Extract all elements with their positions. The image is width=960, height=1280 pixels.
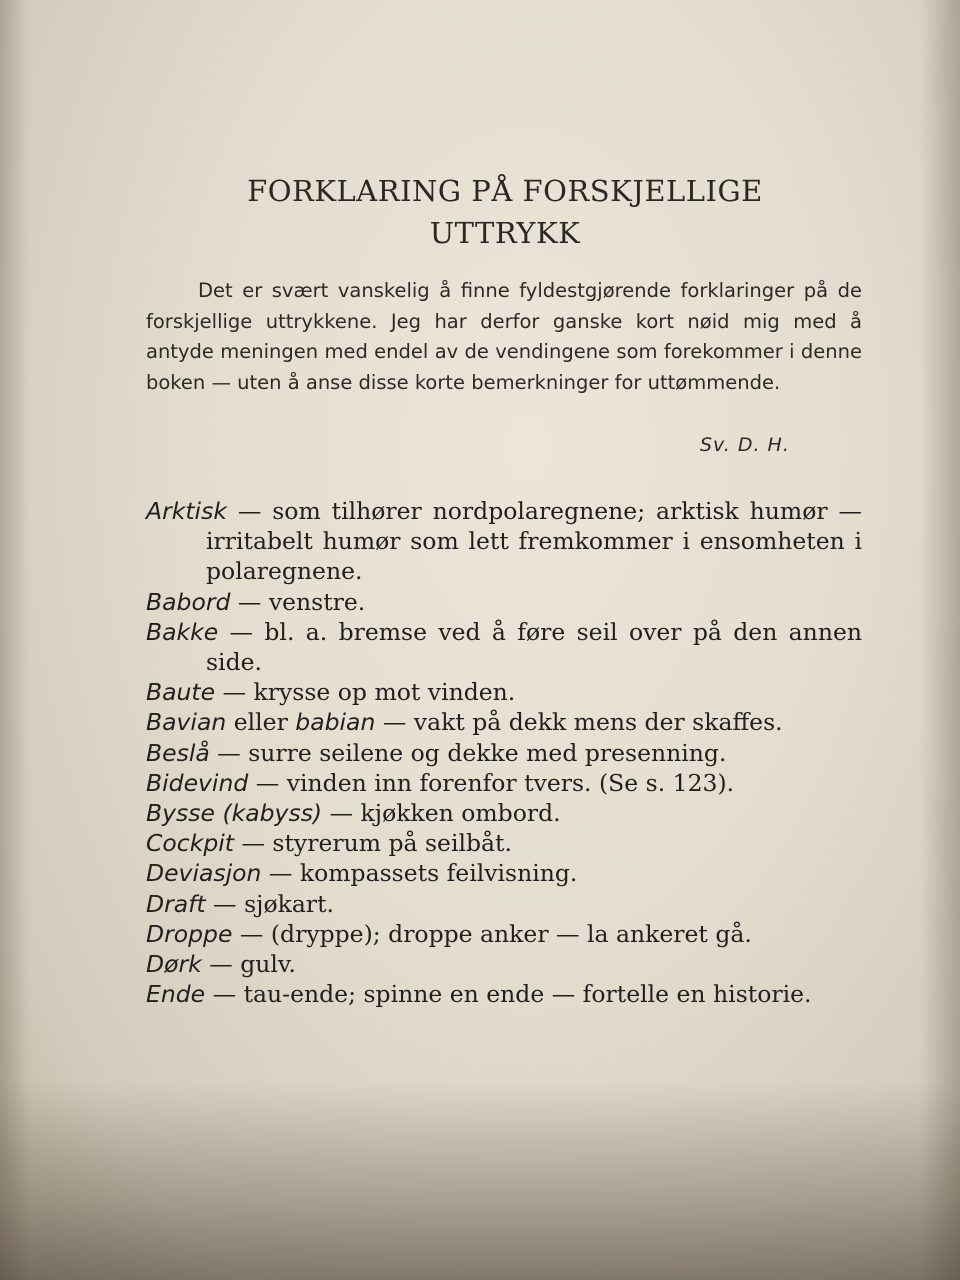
glossary-definition: — tau-ende; spinne en ende — fortelle en historie. xyxy=(205,980,812,1009)
glossary-term: Draft xyxy=(146,889,206,918)
glossary-term: Bysse (kabyss) xyxy=(146,799,323,828)
glossary-definition: — (dryppe); droppe anker — la ankeret gå. xyxy=(232,919,752,948)
glossary-entry xyxy=(146,919,862,949)
glossary-definition: — sjøkart. xyxy=(205,889,334,918)
glossary-entry xyxy=(146,587,862,617)
glossary-term: Bavian xyxy=(146,708,227,737)
glossary-definition: — som tilhører nordpolaregnene; arktisk humør — irritabelt humør som lett fremkommer i ensomheten i polaregnene. xyxy=(206,497,862,586)
glossary-definition: — bl. a. bremse ved å føre seil over på den annen side. xyxy=(206,617,862,677)
glossary-entry xyxy=(146,858,862,888)
glossary-entry xyxy=(146,768,862,798)
glossary-entry xyxy=(146,889,862,919)
glossary-term: Beslå xyxy=(146,738,210,767)
glossary-term: Dørk xyxy=(146,950,202,979)
glossary-definition: — gulv. xyxy=(201,950,296,979)
glossary-definition: — vakt på dekk mens der skaffes. xyxy=(375,708,783,737)
glossary-term: Droppe xyxy=(146,919,233,948)
glossary-entry xyxy=(146,949,862,979)
glossary-definition: — styrerum på seilbåt. xyxy=(233,829,512,858)
glossary-entry xyxy=(146,496,862,587)
glossary-definition: — kompassets feilvisning. xyxy=(261,859,578,888)
glossary-term: Babord xyxy=(146,587,231,616)
glossary-term: Baute xyxy=(146,678,216,707)
glossary-entry xyxy=(146,828,862,858)
glossary-entry xyxy=(146,707,862,737)
glossary-entry xyxy=(146,738,862,768)
glossary-entry xyxy=(146,617,862,677)
page-shadow-bottom xyxy=(0,1080,960,1280)
glossary-list xyxy=(146,496,862,1009)
glossary-definition: — venstre. xyxy=(230,587,366,616)
glossary-definition: — surre seilene og dekke med presenning. xyxy=(209,738,727,767)
glossary-term: Cockpit xyxy=(146,829,234,858)
glossary-term: Arktisk xyxy=(146,497,227,525)
page-title-line-2: UTTRYKK xyxy=(429,216,581,250)
glossary-connector: eller xyxy=(226,708,296,737)
glossary-definition: — krysse op mot vinden. xyxy=(215,678,516,707)
glossary-entry xyxy=(146,979,862,1009)
author-signature: Sv. D. H. xyxy=(700,434,790,456)
glossary-term: Ende xyxy=(146,980,206,1009)
glossary-entry xyxy=(146,677,862,707)
intro-paragraph: Det er svært vanskelig å finne fyldestgjørende forklaringer på de forskjellige uttrykkene. Jeg har derfor ganske kort nøid mig med å antyde meningen med endel av de vendingene som forekommer i denne boken — uten å anse disse korte bemerkninger for uttømmende. xyxy=(146,279,862,394)
glossary-definition: — kjøkken ombord. xyxy=(322,799,561,828)
glossary-term: Deviasjon xyxy=(146,859,262,888)
glossary-term: Bidevind xyxy=(146,768,249,797)
glossary-term-variant: babian xyxy=(295,708,376,737)
glossary-definition: — vinden inn forenfor tvers. (Se s. 123). xyxy=(248,768,735,797)
glossary-entry xyxy=(146,798,862,828)
glossary-term: Bakke xyxy=(146,617,219,646)
page-title-line-1: FORKLARING PÅ FORSKJELLIGE xyxy=(247,174,763,208)
